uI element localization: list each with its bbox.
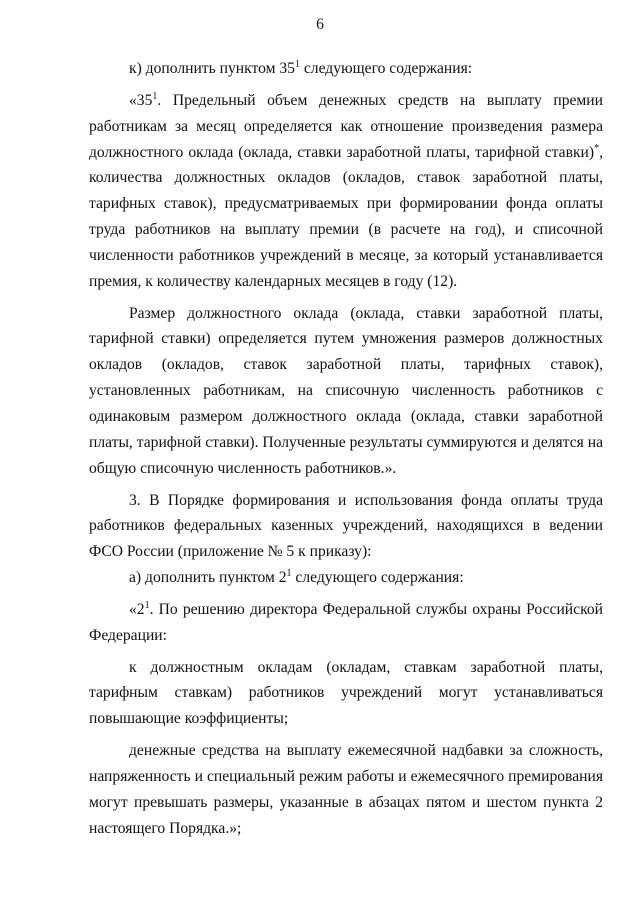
paragraph-k-add-point-35-1 — [89, 56, 603, 82]
paragraph-text: следующего содержания: — [299, 60, 473, 77]
footnote-asterisk: * — [594, 142, 600, 154]
paragraph-allowance: денежные средства на выплату ежемесячной надбавки за сложность, напряженность и специальный режим работы и ежемесячного премирования могут превышать размеры, указанные в абзацах пятом и шестом пункта 2 настоящего Порядка.»; — [89, 742, 603, 837]
paragraph-point-35-1 — [89, 88, 603, 295]
paragraph-a-add-point-2-1 — [89, 565, 603, 591]
paragraph-text: . Предельный объем денежных средств на выплату премии работникам за месяц определяется как отношение произведения размера должностного оклада (оклада, ставки заработной платы, тарифной ставки) — [89, 91, 603, 161]
paragraph-salary-size: Размер должностного оклада (оклада, ставки заработной платы, тарифной ставки) определяется путем умножения размеров должностных окладов (окладов, ставок заработной платы, тарифных ставок), установленных работникам, на списочную численность работников с одинаковым размером должностного оклада (оклада, ставки заработной платы, тарифной ставки). Полученные результаты суммируются и делятся на общую списочную численность работников.». — [89, 304, 603, 477]
paragraph-text: . По решению директора Федеральной службы охраны Российской Федерации: — [89, 600, 603, 644]
paragraph-text: «35 — [129, 91, 153, 109]
superscript: 1 — [294, 59, 300, 70]
page-number: 6 — [316, 16, 324, 33]
paragraph-coefficients: к должностным окладам (окладам, ставкам заработной платы, тарифным ставкам) работников учреждений могут устанавливаться повышающие коэффициенты; — [89, 658, 603, 728]
superscript: 1 — [152, 90, 158, 102]
paragraph-point-2-1 — [89, 597, 603, 649]
paragraph-text: к) дополнить пунктом 35 — [129, 60, 295, 77]
paragraph-text: , количества должностных окладов (окладов, ставок заработной платы, тарифных ставок), предусматриваемых при формировании фонда оплаты труда работников на выплату премии (в расчете на год), и списочной численности работников учреждений в месяце, за который устанавливается премия, к количеству календарных месяцев в году (12). — [89, 143, 603, 290]
paragraph-text: а) дополнить пунктом 2 — [129, 569, 287, 587]
superscript: 1 — [286, 568, 292, 580]
paragraph-text: следующего содержания: — [291, 569, 464, 587]
paragraph-text: «2 — [129, 600, 145, 618]
superscript: 1 — [144, 599, 150, 611]
document-body — [89, 56, 603, 841]
paragraph-section-3: 3. В Порядке формирования и использования фонда оплаты труда работников федеральных казенных учреждений, находящихся в ведении ФСО России (приложение № 5 к приказу): — [89, 491, 603, 561]
